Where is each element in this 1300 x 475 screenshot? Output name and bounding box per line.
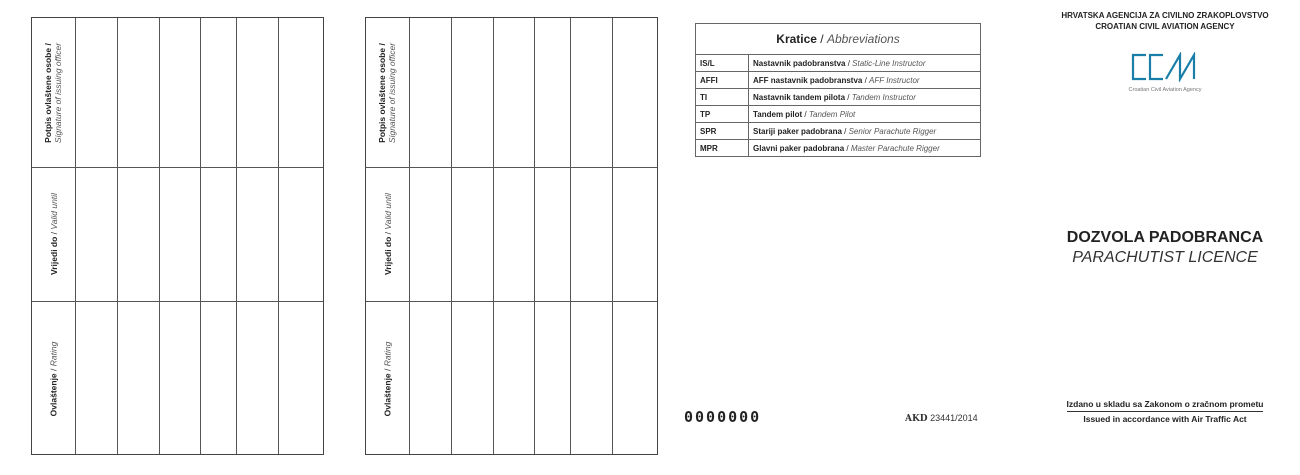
licence-title	[1040, 229, 1290, 267]
abbreviation-code: AFFI	[696, 72, 749, 89]
column-divider	[236, 18, 237, 454]
agency-name	[1040, 10, 1290, 32]
abbreviation-row	[696, 123, 981, 140]
column-divider	[612, 18, 613, 454]
ccaa-logo-icon	[1130, 52, 1200, 82]
abbreviation-meaning: Glavni paker padobrana / Master Parachute Rigger	[749, 140, 981, 157]
abbreviation-row	[696, 106, 981, 123]
legal-note	[1040, 399, 1290, 424]
rating-table	[365, 17, 658, 455]
abbreviation-meaning: AFF nastavnik padobranstva / AFF Instructor	[749, 72, 981, 89]
licence-title-hr: DOZVOLA PADOBRANCA	[1066, 229, 1264, 246]
print-code	[905, 413, 978, 424]
column-divider	[278, 18, 279, 454]
valid-label: Vrijedi do / Valid until	[48, 193, 59, 275]
row-divider	[366, 167, 657, 168]
print-code-number: 23441/2014	[930, 413, 978, 423]
abbreviation-row	[696, 72, 981, 89]
logo-caption: Croatian Civil Aviation Agency	[1128, 87, 1202, 93]
abbreviation-row	[696, 55, 981, 72]
column-divider	[493, 18, 494, 454]
column-divider	[117, 18, 118, 454]
rating-table	[31, 17, 324, 455]
legal-en: Issued in accordance with Air Traffic Act	[1083, 414, 1247, 424]
rating-label: Ovlaštenje / Rating	[382, 341, 393, 416]
valid-label: Vrijedi do / Valid until	[382, 193, 393, 275]
column-divider	[75, 18, 76, 454]
signature-label: Potpis ovlaštene osobe / Signature of issuing officer	[43, 42, 64, 143]
agency-name-hr: HRVATSKA AGENCIJA ZA CIVILNO ZRAKOPLOVSTVO	[1061, 11, 1269, 20]
signature-label: Potpis ovlaštene osobe / Signature of issuing officer	[377, 42, 398, 143]
row-divider	[32, 301, 323, 302]
abbreviation-code: IS/L	[696, 55, 749, 72]
column-divider	[570, 18, 571, 454]
akd-logo: AKD	[905, 414, 928, 424]
abbreviation-row	[696, 140, 981, 157]
abbreviation-meaning: Stariji paker padobrana / Senior Parachute Rigger	[749, 123, 981, 140]
column-divider	[409, 18, 410, 454]
row-divider	[32, 167, 323, 168]
row-divider	[366, 301, 657, 302]
abbreviation-meaning: Nastavnik padobranstva / Static-Line Instructor	[749, 55, 981, 72]
column-divider	[534, 18, 535, 454]
column-divider	[159, 18, 160, 454]
licence-title-en: PARACHUTIST LICENCE	[1072, 249, 1258, 266]
abbreviation-code: MPR	[696, 140, 749, 157]
rating-label: Ovlaštenje / Rating	[48, 341, 59, 416]
abbreviation-code: TP	[696, 106, 749, 123]
abbreviations-table	[695, 23, 981, 157]
column-divider	[451, 18, 452, 454]
agency-name-en: CROATIAN CIVIL AVIATION AGENCY	[1095, 22, 1235, 31]
abbreviations-title: Kratice / Abbreviations	[696, 24, 981, 55]
column-divider	[200, 18, 201, 454]
legal-hr: Izdano u skladu sa Zakonom o zračnom prometu	[1067, 399, 1264, 412]
abbreviation-row	[696, 89, 981, 106]
abbreviation-code: SPR	[696, 123, 749, 140]
ccaa-logo	[1105, 52, 1225, 93]
serial-number: 0000000	[684, 408, 762, 426]
abbreviation-code: TI	[696, 89, 749, 106]
abbreviation-meaning: Nastavnik tandem pilota / Tandem Instructor	[749, 89, 981, 106]
abbreviation-meaning: Tandem pilot / Tandem Pilot	[749, 106, 981, 123]
